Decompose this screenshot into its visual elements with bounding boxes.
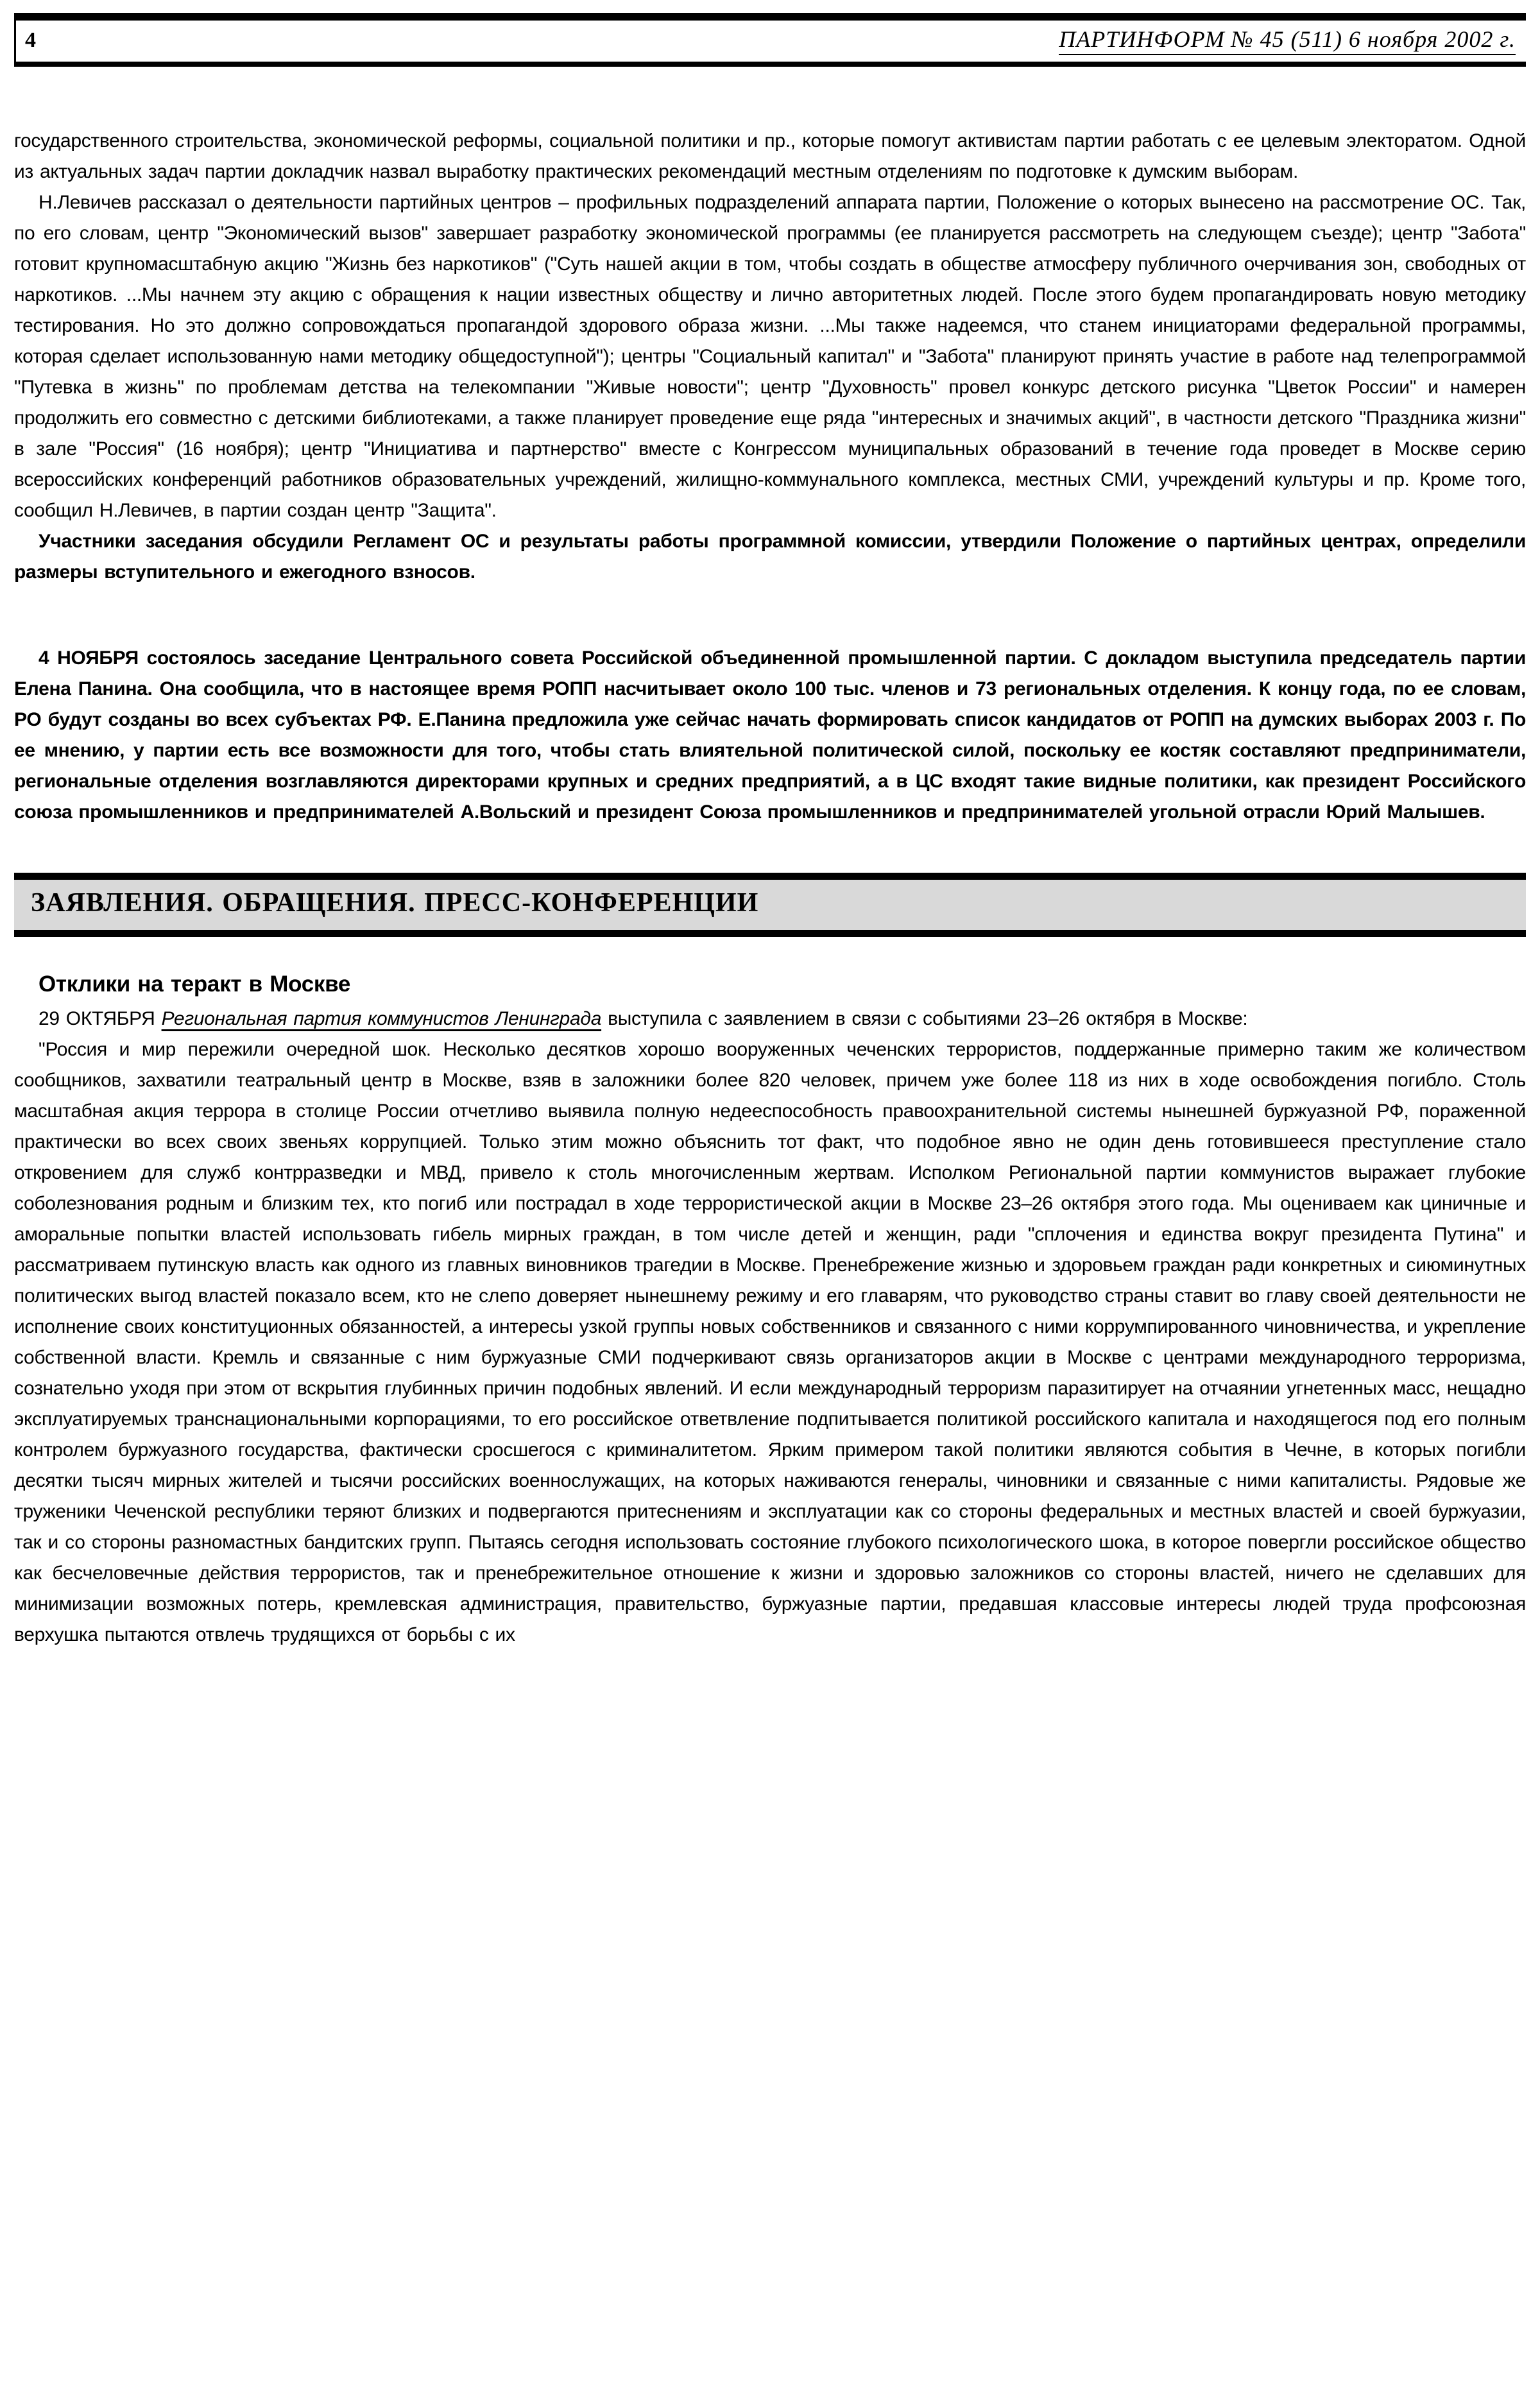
party-name-link: Региональная партия коммунистов Ленинграда	[161, 1008, 602, 1029]
running-header-row	[14, 21, 1526, 62]
page-number: 4	[25, 28, 36, 52]
running-title: ПАРТИНФОРМ № 45 (511) 6 ноября 2002 г.	[1059, 26, 1516, 55]
section-header-bar	[14, 873, 1526, 937]
november-4-report-paragraph: 4 НОЯБРЯ состоялось заседание Центрального совета Российской объединенной промышленной партии. С докладом выступила председатель партии Елена Панина. Она сообщила, что в настоящее время РОПП насчитывает около 100 тыс. членов и 73 региональных отделения. К концу года, по ее словам, РО будут созданы во всех субъектах РФ. Е.Панина предложила уже сейчас начать формировать список кандидатов от РОПП на думских выборах 2003 г. По ее мнению, у партии есть все возможности для того, чтобы стать влиятельной политической силой, поскольку ее костяк составляют предприниматели, региональные отделения возглавляются директорами крупных и средних предприятий, а в ЦС входят такие видные политики, как президент Российского союза промышленников и предпринимателей А.Вольский и президент Союза промышленников и предпринимателей угольной отрасли Юрий Малышев.	[14, 647, 1526, 823]
continuation-paragraph: государственного строительства, экономической реформы, социальной политики и пр., которые помогут активистам партии работать с ее целевым электоратом. Одной из актуальных задач партии докладчик назвал выработку практических рекомендаций местным отделениям по подготовке к думским выборам.	[14, 130, 1526, 182]
statement-text-paragraph: "Россия и мир пережили очередной шок. Несколько десятков хорошо вооруженных чеченских террористов, поддержанные примерно таким же количеством сообщников, захватили театральный центр в Москве, взяв в заложники более 820 человек, причем уже более 118 из них в ходе освобождения погибло. Столь масштабная акция террора в столице России отчетливо выявила полную недееспособность правоохранительной системы нынешней буржуазной РФ, пораженной практически во всех своих звеньях коррупцией. Только этим можно объяснить тот факт, что подобное явно не один день готовившееся преступление стало откровением для служб контрразведки и МВД, привело к столь многочисленным жертвам. Исполком Региональной партии коммунистов выражает глубокие соболезнования родным и близким тех, кто погиб или пострадал в ходе террористической акции в Москве 23–26 октября этого года. Мы оцениваем как циничные и аморальные попытки властей использовать гибель мирных граждан, в том числе детей и женщин, ради "сплочения и единства вокруг президента Путина" и рассматриваем путинскую власть как одного из главных виновников трагедии в Москве. Пренебрежение жизнью и здоровьем граждан ради конкретных и сиюминутных политических выгод властей показало всем, кто не слепо доверяет нынешнему режиму и его главарям, что руководство страны ставит во главу своей деятельности не исполнение своих конституционных обязанностей, а интересы узкой группы новых собственников и связанного с ними коррумпированного чиновничества, и укрепление собственной власти. Кремль и связанные с ним буржуазные СМИ подчеркивают связь организаторов акции в Москве с центрами международного терроризма, сознательно уходя при этом от вскрытия глубинных причин подобных явлений. И если международный терроризм паразитирует на отчаянии угнетенных масс, нещадно эксплуатируемых транснациональными корпорациями, то его российское ответвление подпитывается политикой российского капитала и находящегося под его полным контролем буржуазного государства, фактически сросшегося с криминалитетом. Ярким примером такой политики являются события в Чечне, в которых погибли десятки тысяч мирных жителей и тысячи российских военнослужащих, на которых наживаются генералы, чиновники и связанные с ними капиталисты. Рядовые же труженики Чеченской республики теряют близких и подвергаются притеснениям и эксплуатации как со стороны федеральных и местных властей и своей буржуазии, так и со стороны разномастных бандитских групп. Пытаясь сегодня использовать состояние глубокого психологического шока, в которое повергли российское общество как бесчеловечные действия террористов, так и пренебрежительное отношение к жизни и здоровью заложников со стороны властей, ничего не сделавших для минимизации возможных потерь, кремлевская администрация, правительство, буржуазные партии, предавшая классовые интересы людей труда профсоюзная верхушка пытаются отвлечь трудящихся от борьбы с их	[14, 1039, 1526, 1645]
levichev-paragraph: Н.Левичев рассказал о деятельности партийных центров – профильных подразделений аппарата партии, Положение о которых вынесено на рассмотрение ОС. Так, по его словам, центр "Экономический вызов" завершает разработку экономической программы (ее планируется рассмотреть на следующем съезде); центр "Забота" готовит крупномасштабную акцию "Жизнь без наркотиков" ("Суть нашей акции в том, чтобы создать в обществе атмосферу публичного очерчивания зон, свободных от наркотиков. ...Мы начнем эту акцию с обращения к нации известных обществу и лично авторитетных людей. После этого будем пропагандировать новую методику тестирования. Но это должно сопровождаться пропагандой здорового образа жизни. ...Мы также надеемся, что станем инициаторами федеральной программы, которая сделает использованную нами методику общедоступной"); центры "Социальный капитал" и "Забота" планируют принять участие в работе над телепрограммой "Путевка в жизнь" по проблемам детства на телекомпании "Живые новости"; центр "Духовность" провел конкурс детского рисунка "Цветок России" и намерен продолжить его совместно с детскими библиотеками, а также планирует проведение еще ряда "интересных и значимых акций", в частности детского "Праздника жизни" в зале "Россия" (16 ноября); центр "Инициатива и партнерство" вместе с Конгрессом муниципальных образований в течение года проведет в Москве серию всероссийских конференций работников образовательных учреждений, жилищно-коммунального комплекса, местных СМИ, учреждений культуры и пр. Кроме того, сообщил Н.Левичев, в партии создан центр "Защита".	[14, 192, 1526, 521]
subsection-heading: Отклики на теракт в Москве	[38, 972, 350, 997]
article-body	[14, 126, 1526, 1650]
section-header-title: ЗАЯВЛЕНИЯ. ОБРАЩЕНИЯ. ПРЕСС-КОНФЕРЕНЦИИ	[31, 888, 759, 918]
meeting-summary-paragraph: Участники заседания обсудили Регламент ОС и результаты работы программной комиссии, утвердили Положение о партийных центрах, определили размеры вступительного и ежегодного взносов.	[14, 531, 1526, 583]
paragraph-gap	[14, 588, 1526, 643]
statement-intro-paragraph	[14, 1004, 1526, 1034]
running-header	[14, 13, 1526, 67]
statement-intro-date: 29 ОКТЯБРЯ	[38, 1008, 162, 1029]
statement-intro-rest: выступила с заявлением в связи с событиями 23–26 октября в Москве:	[601, 1008, 1248, 1029]
